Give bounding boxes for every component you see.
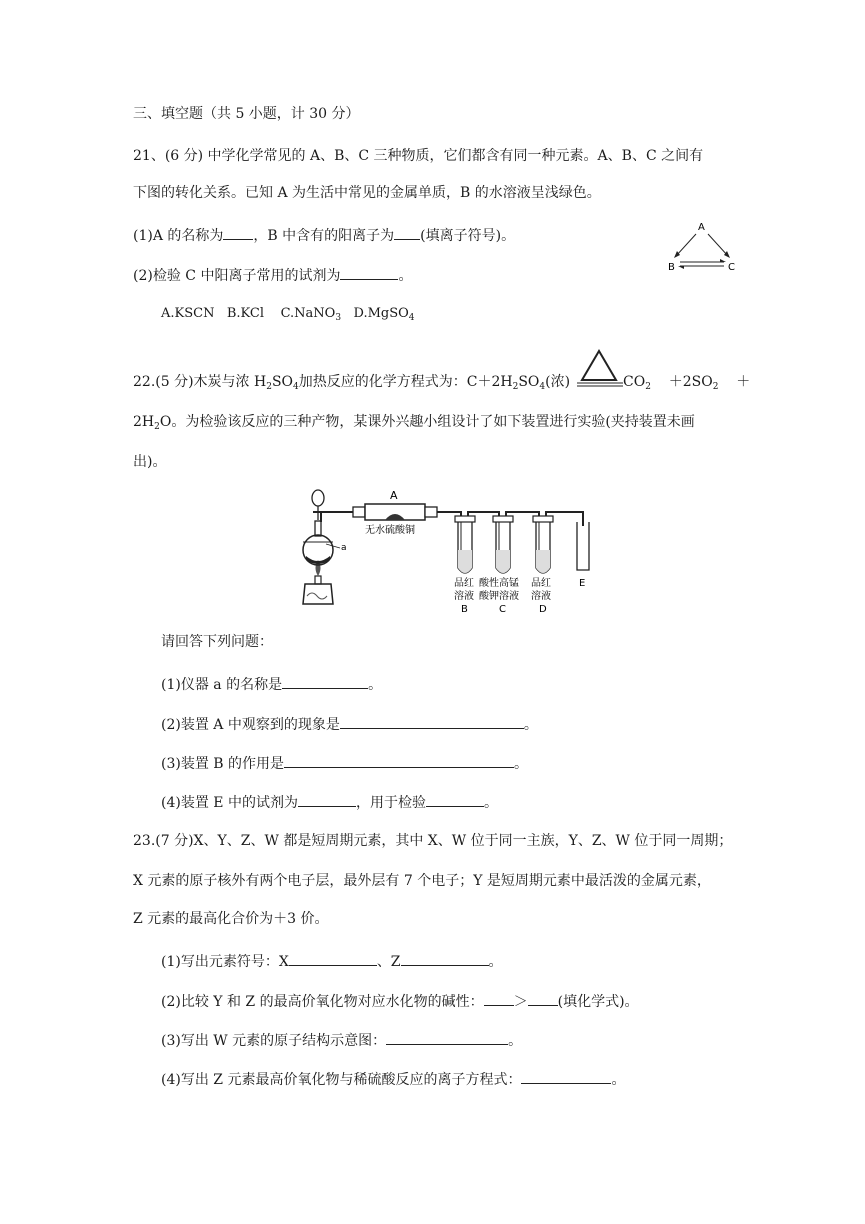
label-c: C: [728, 262, 735, 273]
option-c-text: C.NaNO: [280, 306, 336, 321]
q21-part2: [133, 265, 412, 286]
answer-blank[interactable]: [484, 991, 514, 1006]
label-b-top: 品红: [454, 578, 474, 589]
section-title: 三、填空题（共 5 小题，计 30 分）: [133, 106, 360, 122]
q22-part4: [161, 792, 498, 813]
q22-line3: 出)。: [133, 454, 167, 470]
q23-line3: Z 元素的最高化合价为＋3 价。: [133, 911, 329, 927]
q22-p2-end: 。: [523, 717, 538, 733]
label-a: A: [698, 222, 705, 233]
q23-p4-text: (4)写出 Z 元素最高价氧化物与稀硫酸反应的离子方程式：: [161, 1072, 522, 1088]
experiment-apparatus: [293, 486, 603, 614]
q22-l1-s5: 2: [645, 382, 651, 392]
q22-line1-products: [623, 372, 750, 397]
option-c[interactable]: [281, 306, 342, 321]
q22-l1-s1: 2: [266, 382, 272, 392]
q22-p4-end: 。: [483, 795, 498, 811]
answer-blank[interactable]: [340, 265, 398, 280]
q22-p3-text: (3)装置 B 的作用是: [161, 756, 285, 772]
label-c-top: 酸性高锰: [479, 578, 519, 589]
q23-p3-text: (3)写出 W 元素的原子结构示意图：: [161, 1033, 387, 1049]
q23-part2: [161, 991, 639, 1012]
q22-p1-end: 。: [368, 677, 383, 693]
q21-line2: 下图的转化关系。已知 A 为生活中常见的金属单质，B 的水溶液呈浅绿色。: [133, 185, 601, 201]
label-instrument-a: a: [341, 543, 347, 553]
q22-l1-f: CO: [623, 374, 646, 390]
q22-p4-text-a: (4)装置 E 中的试剂为: [161, 795, 298, 811]
answer-blank[interactable]: [284, 753, 514, 768]
q22-l1-s6: 2: [712, 382, 719, 392]
option-d-text: D.MgSO: [353, 306, 409, 321]
option-b[interactable]: B.KCl: [226, 306, 265, 321]
q22-l1-a: 22.(5 分)木炭与浓 H: [133, 374, 267, 390]
q22-p3-end: 。: [514, 756, 529, 772]
q21-p1-text-b: ，B 中含有的阳离子为: [253, 228, 395, 244]
q22-part2: [161, 714, 538, 735]
q22-l1-h: ＋: [736, 374, 751, 390]
q22-l1-e: (浓): [545, 374, 571, 390]
label-b: B: [668, 262, 675, 273]
q22-ask: 请回答下列问题：: [161, 634, 273, 650]
label-d: D: [539, 604, 547, 614]
q22-p2-text: (2)装置 A 中观察到的现象是: [161, 717, 340, 733]
q21-p2-text: (2)检验 C 中阳离子常用的试剂为: [133, 268, 341, 284]
q22-p4-text-b: ，用于检验: [355, 795, 426, 811]
label-e: E: [579, 578, 586, 589]
q22-l1-c: 加热反应的化学方程式为：C＋2H: [298, 374, 513, 390]
q22-l2-a: 2H: [133, 414, 155, 430]
round-bottom-flask: [303, 521, 333, 565]
option-d[interactable]: [353, 306, 414, 321]
answer-blank[interactable]: [298, 792, 356, 807]
q23-part3: [161, 1030, 522, 1051]
answer-blank[interactable]: [386, 1030, 508, 1045]
answer-blank[interactable]: [426, 792, 484, 807]
q22-l1-b: SO: [271, 374, 294, 390]
option-c-sub: 3: [335, 313, 342, 323]
q22-l1-d: SO: [518, 374, 540, 390]
alcohol-lamp: [303, 560, 333, 604]
q21-p1-text-a: (1)A 的名称为: [133, 228, 224, 244]
label-c: C: [499, 604, 506, 614]
q23-p4-end: 。: [611, 1072, 626, 1088]
answer-blank[interactable]: [282, 674, 368, 689]
test-tube-d: [533, 516, 553, 573]
option-d-sub: 4: [408, 313, 415, 323]
q22-l1-s3: 2: [512, 382, 519, 392]
q23-p1-text-b: 、Z: [376, 954, 401, 970]
label-d-top: 品红: [531, 578, 551, 589]
heat-condition-symbol: [575, 348, 625, 388]
q23-p2-gt: ＞: [513, 994, 528, 1010]
q21-part1: [133, 225, 515, 246]
label-c-bottom: 酸钾溶液: [479, 591, 519, 602]
label-tube-a: A: [390, 489, 398, 502]
q23-part1: [161, 951, 503, 972]
q23-p2-text-a: (2)比较 Y 和 Z 的最高价氧化物对应水化物的碱性：: [161, 994, 484, 1010]
test-tube-c: [493, 516, 513, 573]
q21-options: [161, 304, 415, 328]
abc-conversion-diagram: [660, 218, 750, 278]
q22-l1-s4: 4: [539, 382, 546, 392]
q23-p2-text-c: (填化学式)。: [557, 994, 639, 1010]
q23-line2: X 元素的原子核外有两个电子层，最外层有 7 个电子；Y 是短周期元素中最活泼的金属元素，: [133, 873, 711, 889]
answer-blank[interactable]: [289, 951, 377, 966]
q21-p1-text-c: (填离子符号)。: [420, 228, 516, 244]
q23-p3-end: 。: [508, 1033, 523, 1049]
answer-blank[interactable]: [223, 225, 253, 240]
q22-l2-b: O。为检验该反应的三种产物，某课外兴趣小组设计了如下装置进行实验(夹持装置未画: [159, 414, 695, 430]
q22-l2-s1: 2: [154, 422, 160, 432]
q22-l1-s2: 4: [293, 382, 299, 392]
q23-p1-end: 。: [488, 954, 503, 970]
drying-tube-a: [353, 504, 437, 520]
q23-line1: 23.(7 分)X、Y、Z、W 都是短周期元素，其中 X、W 位于同一主族，Y、Z、W 位于同一周期；: [133, 833, 733, 849]
label-b: B: [461, 604, 468, 614]
q22-part3: [161, 753, 528, 774]
q22-part1: [161, 674, 382, 695]
answer-blank[interactable]: [340, 714, 524, 729]
q22-line1: [133, 372, 570, 397]
answer-blank[interactable]: [528, 991, 558, 1006]
separatory-funnel: [312, 490, 324, 520]
option-a[interactable]: A.KSCN: [161, 306, 215, 321]
answer-blank[interactable]: [521, 1069, 611, 1084]
q22-l1-g: ＋2SO: [668, 374, 713, 390]
q21-line1: 21、(6 分) 中学化学常见的 A、B、C 三种物质，它们都含有同一种元素。A、B、C 之间有: [133, 148, 704, 164]
answer-blank[interactable]: [401, 951, 489, 966]
label-b-bottom: 溶液: [454, 591, 474, 602]
q21-p2-end: 。: [398, 268, 413, 284]
answer-blank[interactable]: [394, 225, 420, 240]
label-anhydrous-copper-sulfate: 无水硫酸铜: [365, 525, 415, 536]
q23-p1-text-a: (1)写出元素符号：X: [161, 954, 289, 970]
q23-part4: [161, 1069, 625, 1090]
test-tube-b: [455, 516, 475, 573]
q22-p1-text: (1)仪器 a 的名称是: [161, 677, 283, 693]
test-tube-e: [577, 522, 589, 570]
label-d-bottom: 溶液: [531, 591, 551, 602]
q22-line2: [133, 412, 695, 437]
